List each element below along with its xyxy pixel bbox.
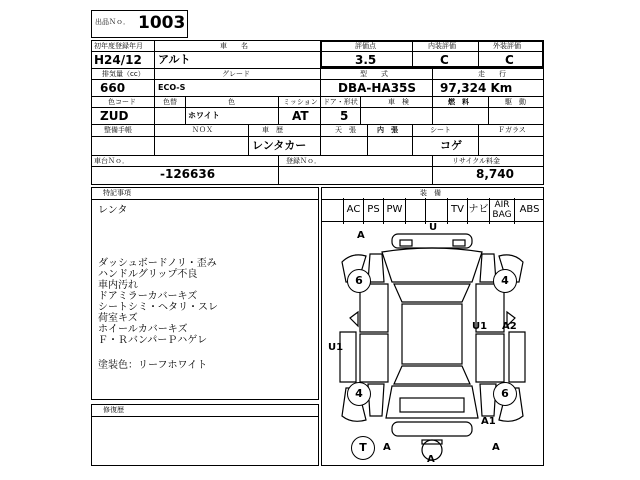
exterior-value: C [505,53,514,67]
score-value: 3.5 [355,53,377,67]
recycle-fee: 8,740 [476,167,514,181]
damage-mark-side-left: U1 [328,342,344,353]
mileage: 97,324 Km [440,81,513,95]
notes-line: 車内汚れ [98,280,138,291]
equipment-item: TV [447,198,467,224]
reg-date: H24/12 [94,53,142,67]
damage-mark-rear-mid: A [427,454,435,465]
equipment-item: ナビ [467,198,489,224]
mission: AT [292,109,309,123]
upholstery: コゲ [440,139,462,152]
notes-line: ダッシュボードノリ・歪み [98,258,217,269]
damage-mark-rear-right: A1 [481,416,496,427]
color-code: ZUD [100,109,129,123]
grade: ECO-S [158,83,186,92]
equipment-item: PW [383,198,405,224]
damage-mark-front-top: A [357,230,365,241]
damage-mark-spare: T [351,436,375,460]
damage-mark-wheel-rl: 4 [347,382,371,406]
notes-line: Ｆ・ＲバンパーＰハゲレ [98,335,208,346]
damage-mark-wheel-rr: 6 [493,382,517,406]
notes-line: シートシミ・ヘタリ・スレ [98,302,218,313]
equipment-item: AIR BAG [489,198,514,224]
damage-mark-door-right: U1 [472,321,488,332]
equipment-item [405,198,425,224]
notes-first: レンタ [98,205,128,216]
doors: 5 [340,109,349,123]
car-diagram [322,222,543,465]
equipment-item: PS [363,198,383,224]
equipment-item: AC [343,198,363,224]
damage-mark-wheel-fl: 6 [347,269,371,293]
history: レンタカー [252,139,307,152]
damage-mark-bumper-front: U [429,222,438,233]
equipment-item: ABS [514,198,544,224]
displacement: 660 [100,81,126,95]
damage-mark-rear-corner: A [492,442,500,453]
color: ホワイト [188,111,220,120]
model-code: DBA-HA35S [338,81,417,95]
equipment-item [321,198,343,224]
interior-value: C [440,53,449,67]
equipment-row [321,198,544,222]
notes-line: ドアミラーカバーキズ [98,291,198,302]
damage-mark-rear-left: A [383,442,391,453]
notes-line: ハンドルグリップ不良 [98,269,198,280]
damage-mark-wheel-fr: 4 [493,269,517,293]
chassis-number: -126636 [160,167,216,181]
paint-note: 塗装色：リーフホワイト [98,360,208,371]
repair-box [91,404,319,466]
lot-label: 出品Ｎｏ． [95,18,130,26]
notes-line: ホイールカバーキズ [98,324,188,335]
damage-mark-side-right: A2 [502,321,517,332]
lot-number: 1003 [138,13,186,33]
equipment-item [425,198,447,224]
notes-line: 荷室キズ [98,313,138,324]
car-name: アルト [158,53,191,66]
